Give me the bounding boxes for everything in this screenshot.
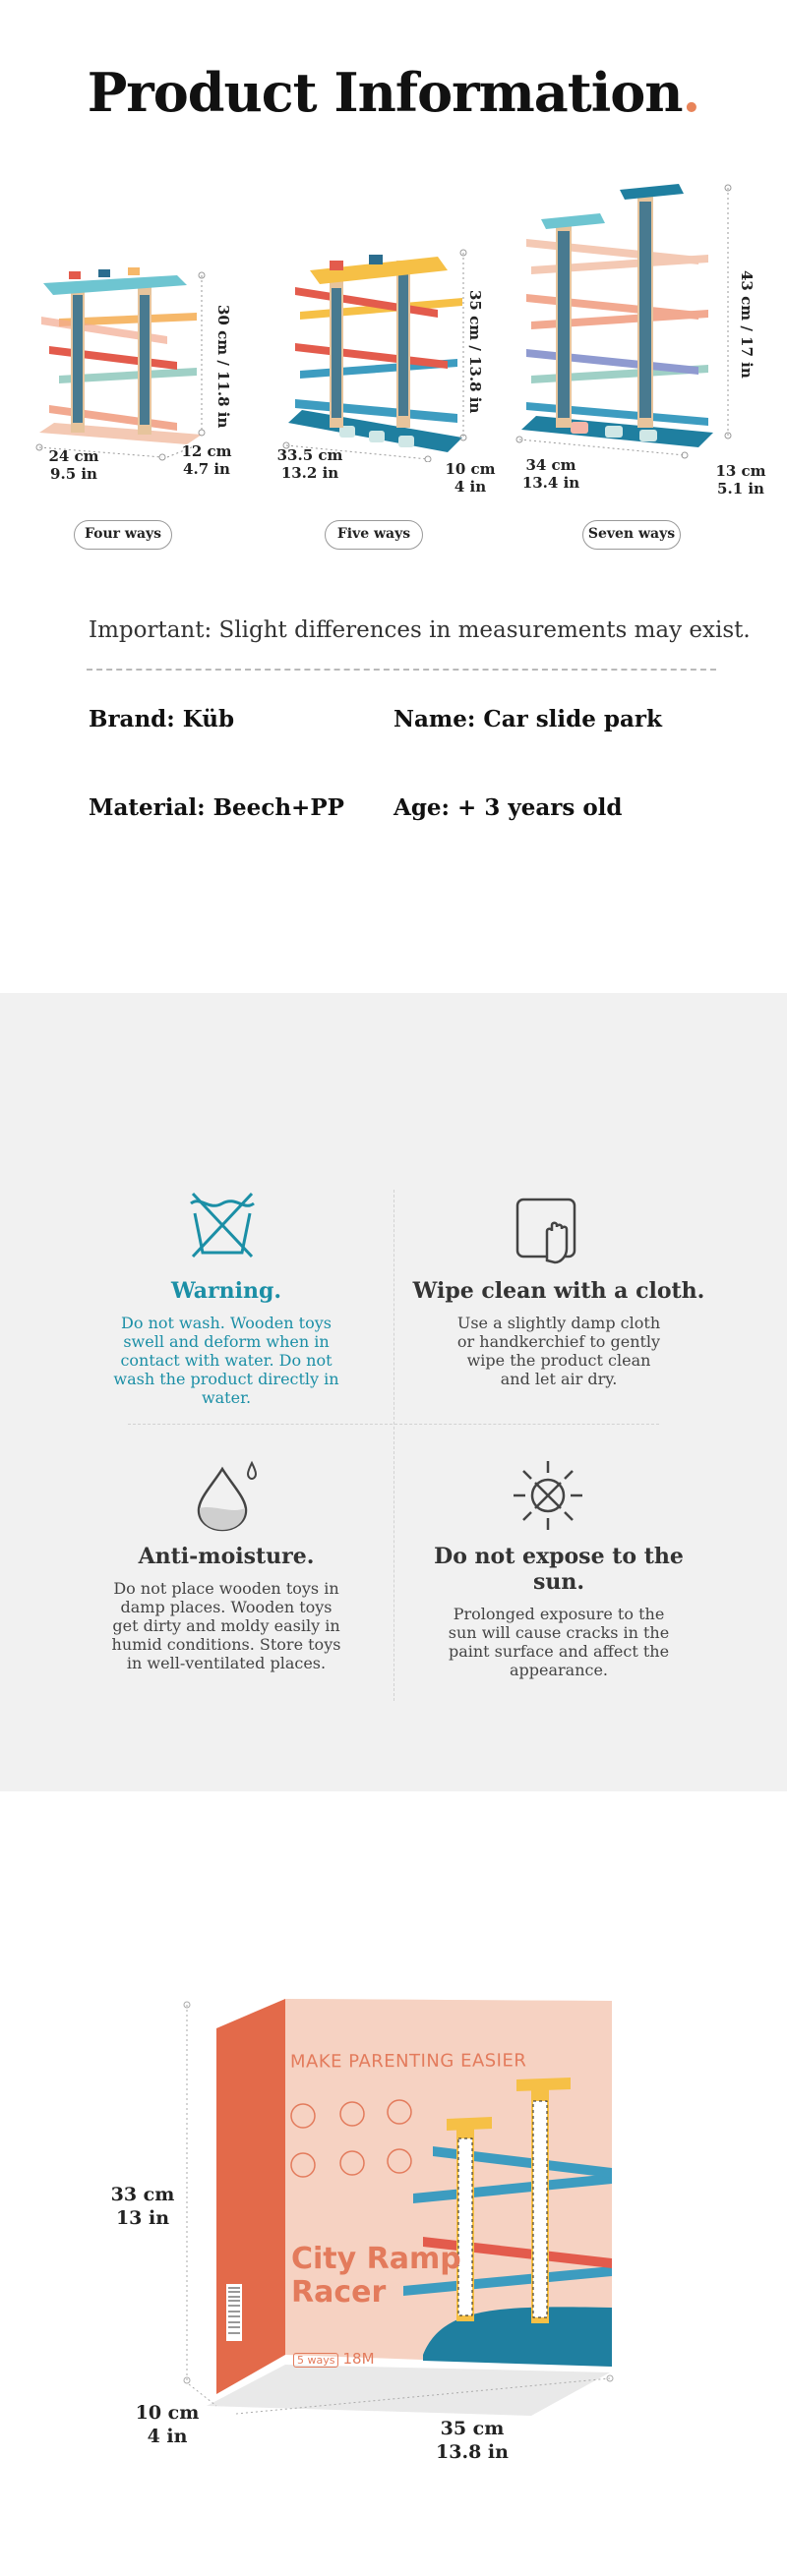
divider [87,669,716,671]
measurement-notice: Important: Slight differences in measurements may exist. [89,617,751,643]
water-drop-icon [193,1455,264,1534]
care-wipe-text: Use a slightly damp cloth or handkerchief to gently wipe the product clean and let air dry. [456,1314,661,1388]
care-warning-text: Do not wash. Wooden toys swell and deform when in contact with water. Do not wash the product directly in water. [113,1314,339,1407]
spec-material: Material: Beech+PP [89,794,344,821]
care-wipe-title: Wipe clean with a cloth. [412,1278,705,1304]
seven-ways-depth-label: 13 cm 5.1 in [715,462,766,498]
five-ways-label: Five ways [325,520,423,550]
box-depth-label: 10 cm 4 in [135,2402,200,2447]
page-title: Product Information. [87,61,700,124]
spec-age: Age: + 3 years old [394,794,623,821]
four-ways-height-label: 30 cm / 11.8 in [214,305,232,429]
seven-ways-height-label: 43 cm / 17 in [738,270,756,379]
box-name-line2: Racer [291,2275,387,2310]
care-wipe [411,1278,706,1388]
care-horizontal-divider [128,1424,659,1425]
five-ways-height-label: 35 cm / 13.8 in [466,290,484,414]
care-warning-title: Warning. [170,1278,282,1304]
seven-ways-width-label: 34 cm 13.4 in [521,456,580,492]
box-name-line1: City Ramp [291,2242,461,2276]
title-dot: . [682,61,700,124]
five-ways-width-label: 33.5 cm 13.2 in [276,446,343,482]
care-moisture-title: Anti-moisture. [138,1544,315,1569]
no-sun-icon [512,1459,584,1532]
four-ways-width-label: 24 cm 9.5 in [48,447,99,483]
care-moisture [79,1544,374,1672]
box-width-label: 35 cm 13.8 in [436,2418,509,2463]
box-slogan: MAKE PARENTING EASIER [289,2050,527,2073]
care-warning [79,1278,374,1407]
five-ways-depth-label: 10 cm 4 in [445,460,496,496]
product-four-ways-illustration [30,265,212,462]
seven-ways-label: Seven ways [582,520,681,550]
spec-name: Name: Car slide park [394,706,662,732]
care-moisture-text: Do not place wooden toys in damp places. Wooden toys get dirty and moldy easily in humid conditions. Store toys in well-ventilated places. [111,1579,341,1672]
no-wash-icon [187,1190,258,1260]
product-five-ways-illustration [280,241,477,462]
box-ways-tag: 5 ways [293,2353,338,2368]
box-age-badge [293,2350,375,2368]
product-seven-ways-illustration [512,182,733,467]
box-height-label: 33 cm 13 in [110,2184,175,2229]
product-box-illustration [177,1981,630,2424]
care-sun-title: Do not expose to the sun. [434,1544,684,1595]
four-ways-label: Four ways [74,520,172,550]
spec-brand: Brand: Küb [89,706,235,732]
care-sun-text: Prolonged exposure to the sun will cause cracks in the paint surface and affect the appearance. [448,1605,670,1679]
wipe-cloth-icon [514,1196,584,1266]
box-product-name [291,2243,461,2310]
care-instructions-section [0,993,787,1791]
care-sun [411,1544,706,1679]
four-ways-depth-label: 12 cm 4.7 in [181,442,232,478]
box-age: 18M [342,2350,375,2368]
